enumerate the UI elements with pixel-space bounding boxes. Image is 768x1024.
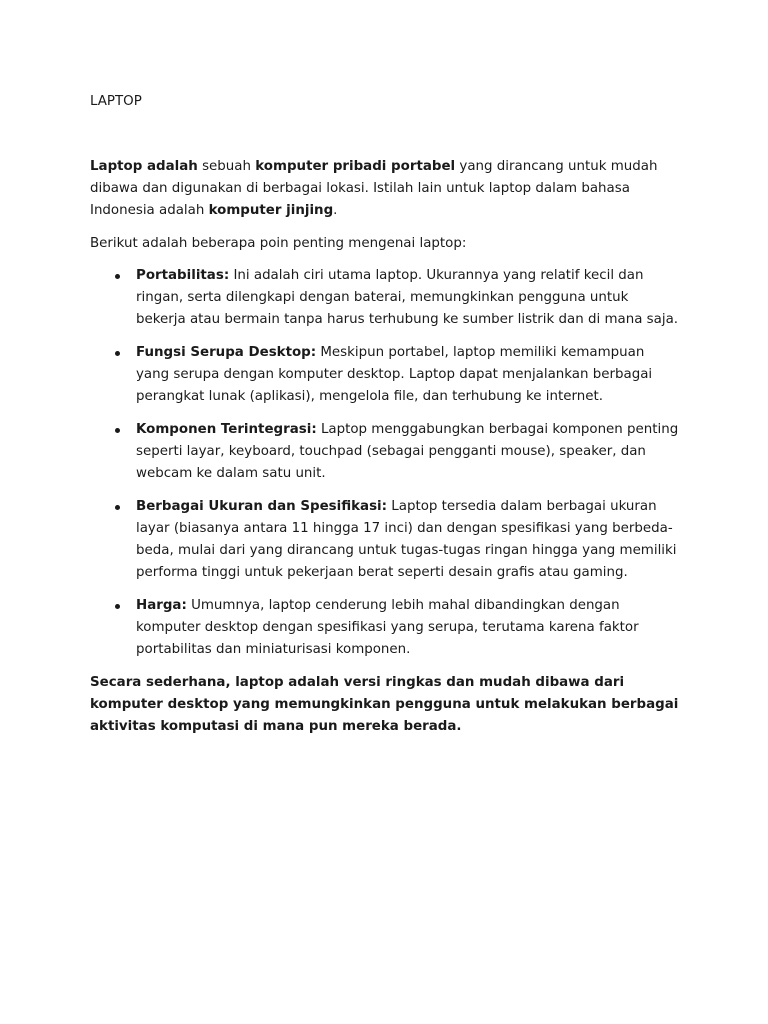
key-points-list xyxy=(90,265,680,661)
intro-term-komputer-jinjing: komputer jinjing xyxy=(208,203,334,218)
document-title: LAPTOP xyxy=(90,94,142,109)
lead-paragraph: Berikut adalah beberapa poin penting mengenai laptop: xyxy=(90,236,467,251)
intro-text-3: . xyxy=(333,203,338,218)
point-text: Umumnya, laptop cenderung lebih mahal dibandingkan dengan komputer desktop dengan spesifikasi yang serupa, terutama karena faktor portabilitas dan miniaturisasi komponen. xyxy=(136,598,639,657)
intro-text-2: yang dirancang untuk mudah dibawa dan digunakan di berbagai lokasi. Istilah lain untuk laptop dalam bahasa Indonesia adalah xyxy=(90,159,658,218)
point-term: Berbagai Ukuran dan Spesifikasi: xyxy=(136,499,388,514)
point-text: Laptop tersedia dalam berbagai ukuran layar (biasanya antara 11 hingga 17 inci) dan dengan spesifikasi yang berbeda-beda, mulai dari yang dirancang untuk tugas-tugas ringan hingga yang memiliki performa tinggi untuk pekerjaan berat seperti desain grafis atau gaming. xyxy=(136,499,677,580)
point-text: Meskipun portabel, laptop memiliki kemampuan yang serupa dengan komputer desktop. Laptop dapat menjalankan berbagai perangkat lunak (aplikasi), mengelola file, dan terhubung ke internet. xyxy=(136,345,653,404)
intro-text-1: sebuah xyxy=(197,159,256,174)
list-item xyxy=(136,419,680,485)
point-text: Laptop menggabungkan berbagai komponen penting seperti layar, keyboard, touchpad (sebagai pengganti mouse), speaker, dan webcam ke dalam satu unit. xyxy=(136,422,679,481)
point-term: Portabilitas: xyxy=(136,268,230,283)
point-term: Fungsi Serupa Desktop: xyxy=(136,345,317,360)
intro-paragraph xyxy=(90,156,680,222)
list-item xyxy=(136,342,680,408)
summary-paragraph: Secara sederhana, laptop adalah versi ringkas dan mudah dibawa dari komputer desktop yang memungkinkan pengguna untuk melakukan berbagai aktivitas komputasi di mana pun mereka berada. xyxy=(90,675,679,734)
intro-term-portable-pc: komputer pribadi portabel xyxy=(255,159,456,174)
point-term: Komponen Terintegrasi: xyxy=(136,422,317,437)
point-term: Harga: xyxy=(136,598,187,613)
list-item xyxy=(136,265,680,331)
list-item xyxy=(136,496,680,584)
intro-term-laptop: Laptop adalah xyxy=(90,159,198,174)
point-text: Ini adalah ciri utama laptop. Ukurannya yang relatif kecil dan ringan, serta dilengkapi dengan baterai, memungkinkan pengguna untuk bekerja atau bermain tanpa harus terhubung ke sumber listrik dan di mana saja. xyxy=(136,268,679,327)
list-item xyxy=(136,595,680,661)
